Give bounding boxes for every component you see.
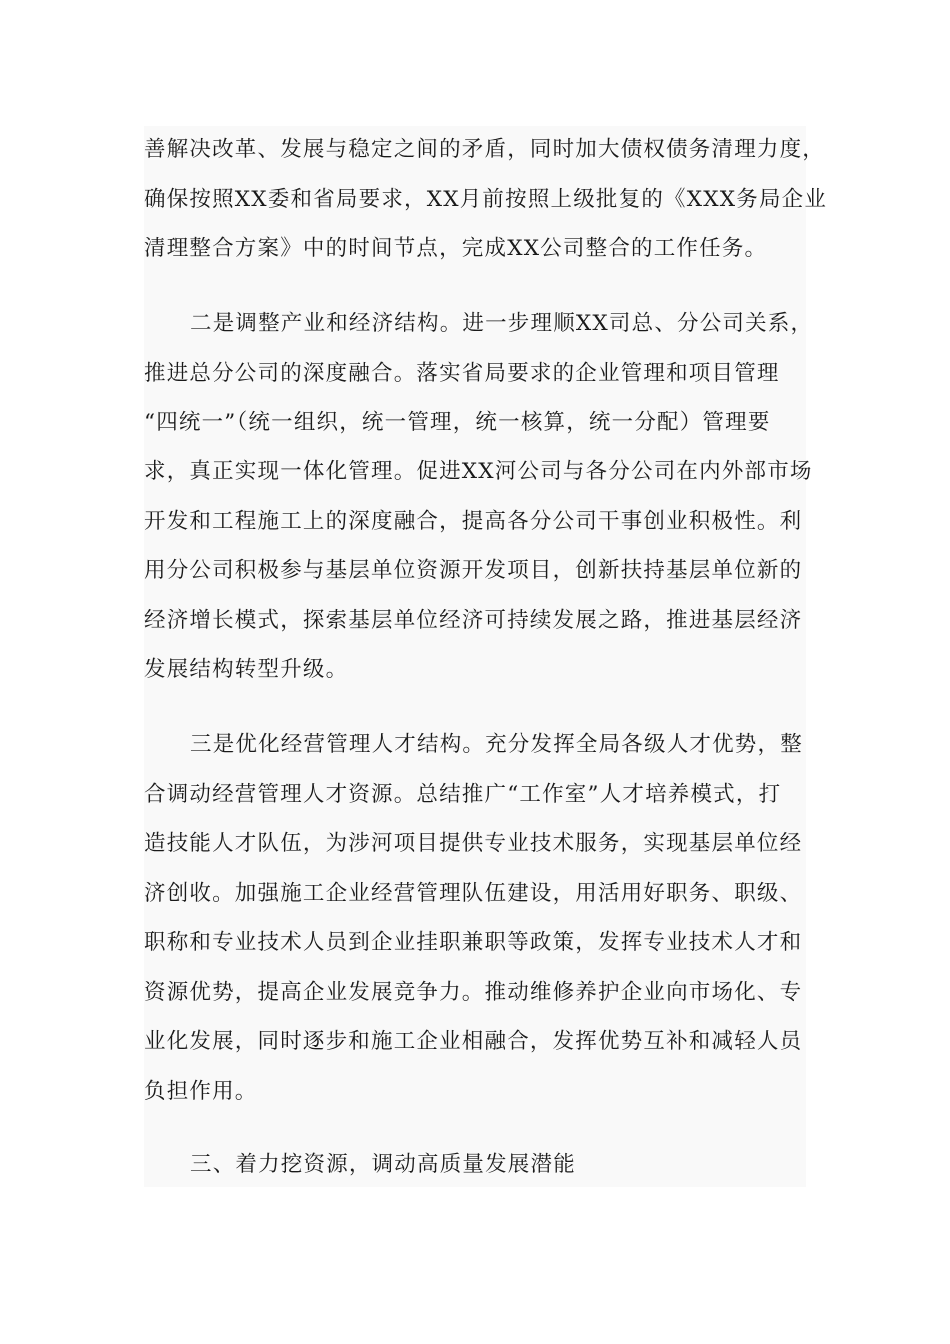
- text-line: 善解决改革、发展与稳定之间的矛盾，同时加大债权债务清理力度，: [144, 137, 826, 162]
- text-line: 开发和工程施工上的深度融合，提高各分公司干事创业积极性。利: [144, 509, 803, 534]
- text-line: 济创收。加强施工企业经营管理队伍建设，用活用好职务、职级、: [144, 881, 803, 906]
- text-line: 确保按照XX委和省局要求，XX月前按照上级批复的《XXX务局企业: [144, 187, 828, 212]
- text-line: 业化发展，同时逐步和施工企业相融合，发挥优势互补和减轻人员: [144, 1029, 803, 1054]
- text-line: 造技能人才队伍，为涉河项目提供专业技术服务，实现基层单位经: [144, 831, 803, 856]
- text-line: 推进总分公司的深度融合。落实省局要求的企业管理和项目管理: [144, 361, 780, 386]
- paragraph-first-line: 二是调整产业和经济结构。进一步理顺XX司总、分公司关系，: [190, 311, 814, 336]
- document-body: [144, 126, 828, 1187]
- paragraph-first-line: 三是优化经营管理人才结构。充分发挥全局各级人才优势，整: [190, 732, 803, 757]
- text-line: 经济增长模式，探索基层单位经济可持续发展之路，推进基层经济: [144, 608, 803, 633]
- section-heading: 三、着力挖资源，调动高质量发展潜能: [190, 1152, 576, 1177]
- text-line: 求，真正实现一体化管理。促进XX河公司与各分公司在内外部市场: [144, 459, 813, 484]
- text-line: 资源优势，提高企业发展竞争力。推动维修养护企业向市场化、专: [144, 980, 803, 1005]
- text-line: 职称和专业技术人员到企业挂职兼职等政策，发挥专业技术人才和: [144, 930, 803, 955]
- text-line: 用分公司积极参与基层单位资源开发项目，创新扶持基层单位新的: [144, 558, 803, 583]
- text-line: 合调动经营管理人才资源。总结推广“工作室”人才培养模式，打: [144, 782, 782, 807]
- text-line: 发展结构转型升级。: [144, 657, 349, 682]
- text-line: “四统一”（统一组织，统一管理，统一核算，统一分配）管理要: [144, 410, 771, 435]
- text-line: 负担作用。: [144, 1079, 258, 1104]
- text-line: 清理整合方案》中的时间节点，完成XX公司整合的工作任务。: [144, 236, 768, 261]
